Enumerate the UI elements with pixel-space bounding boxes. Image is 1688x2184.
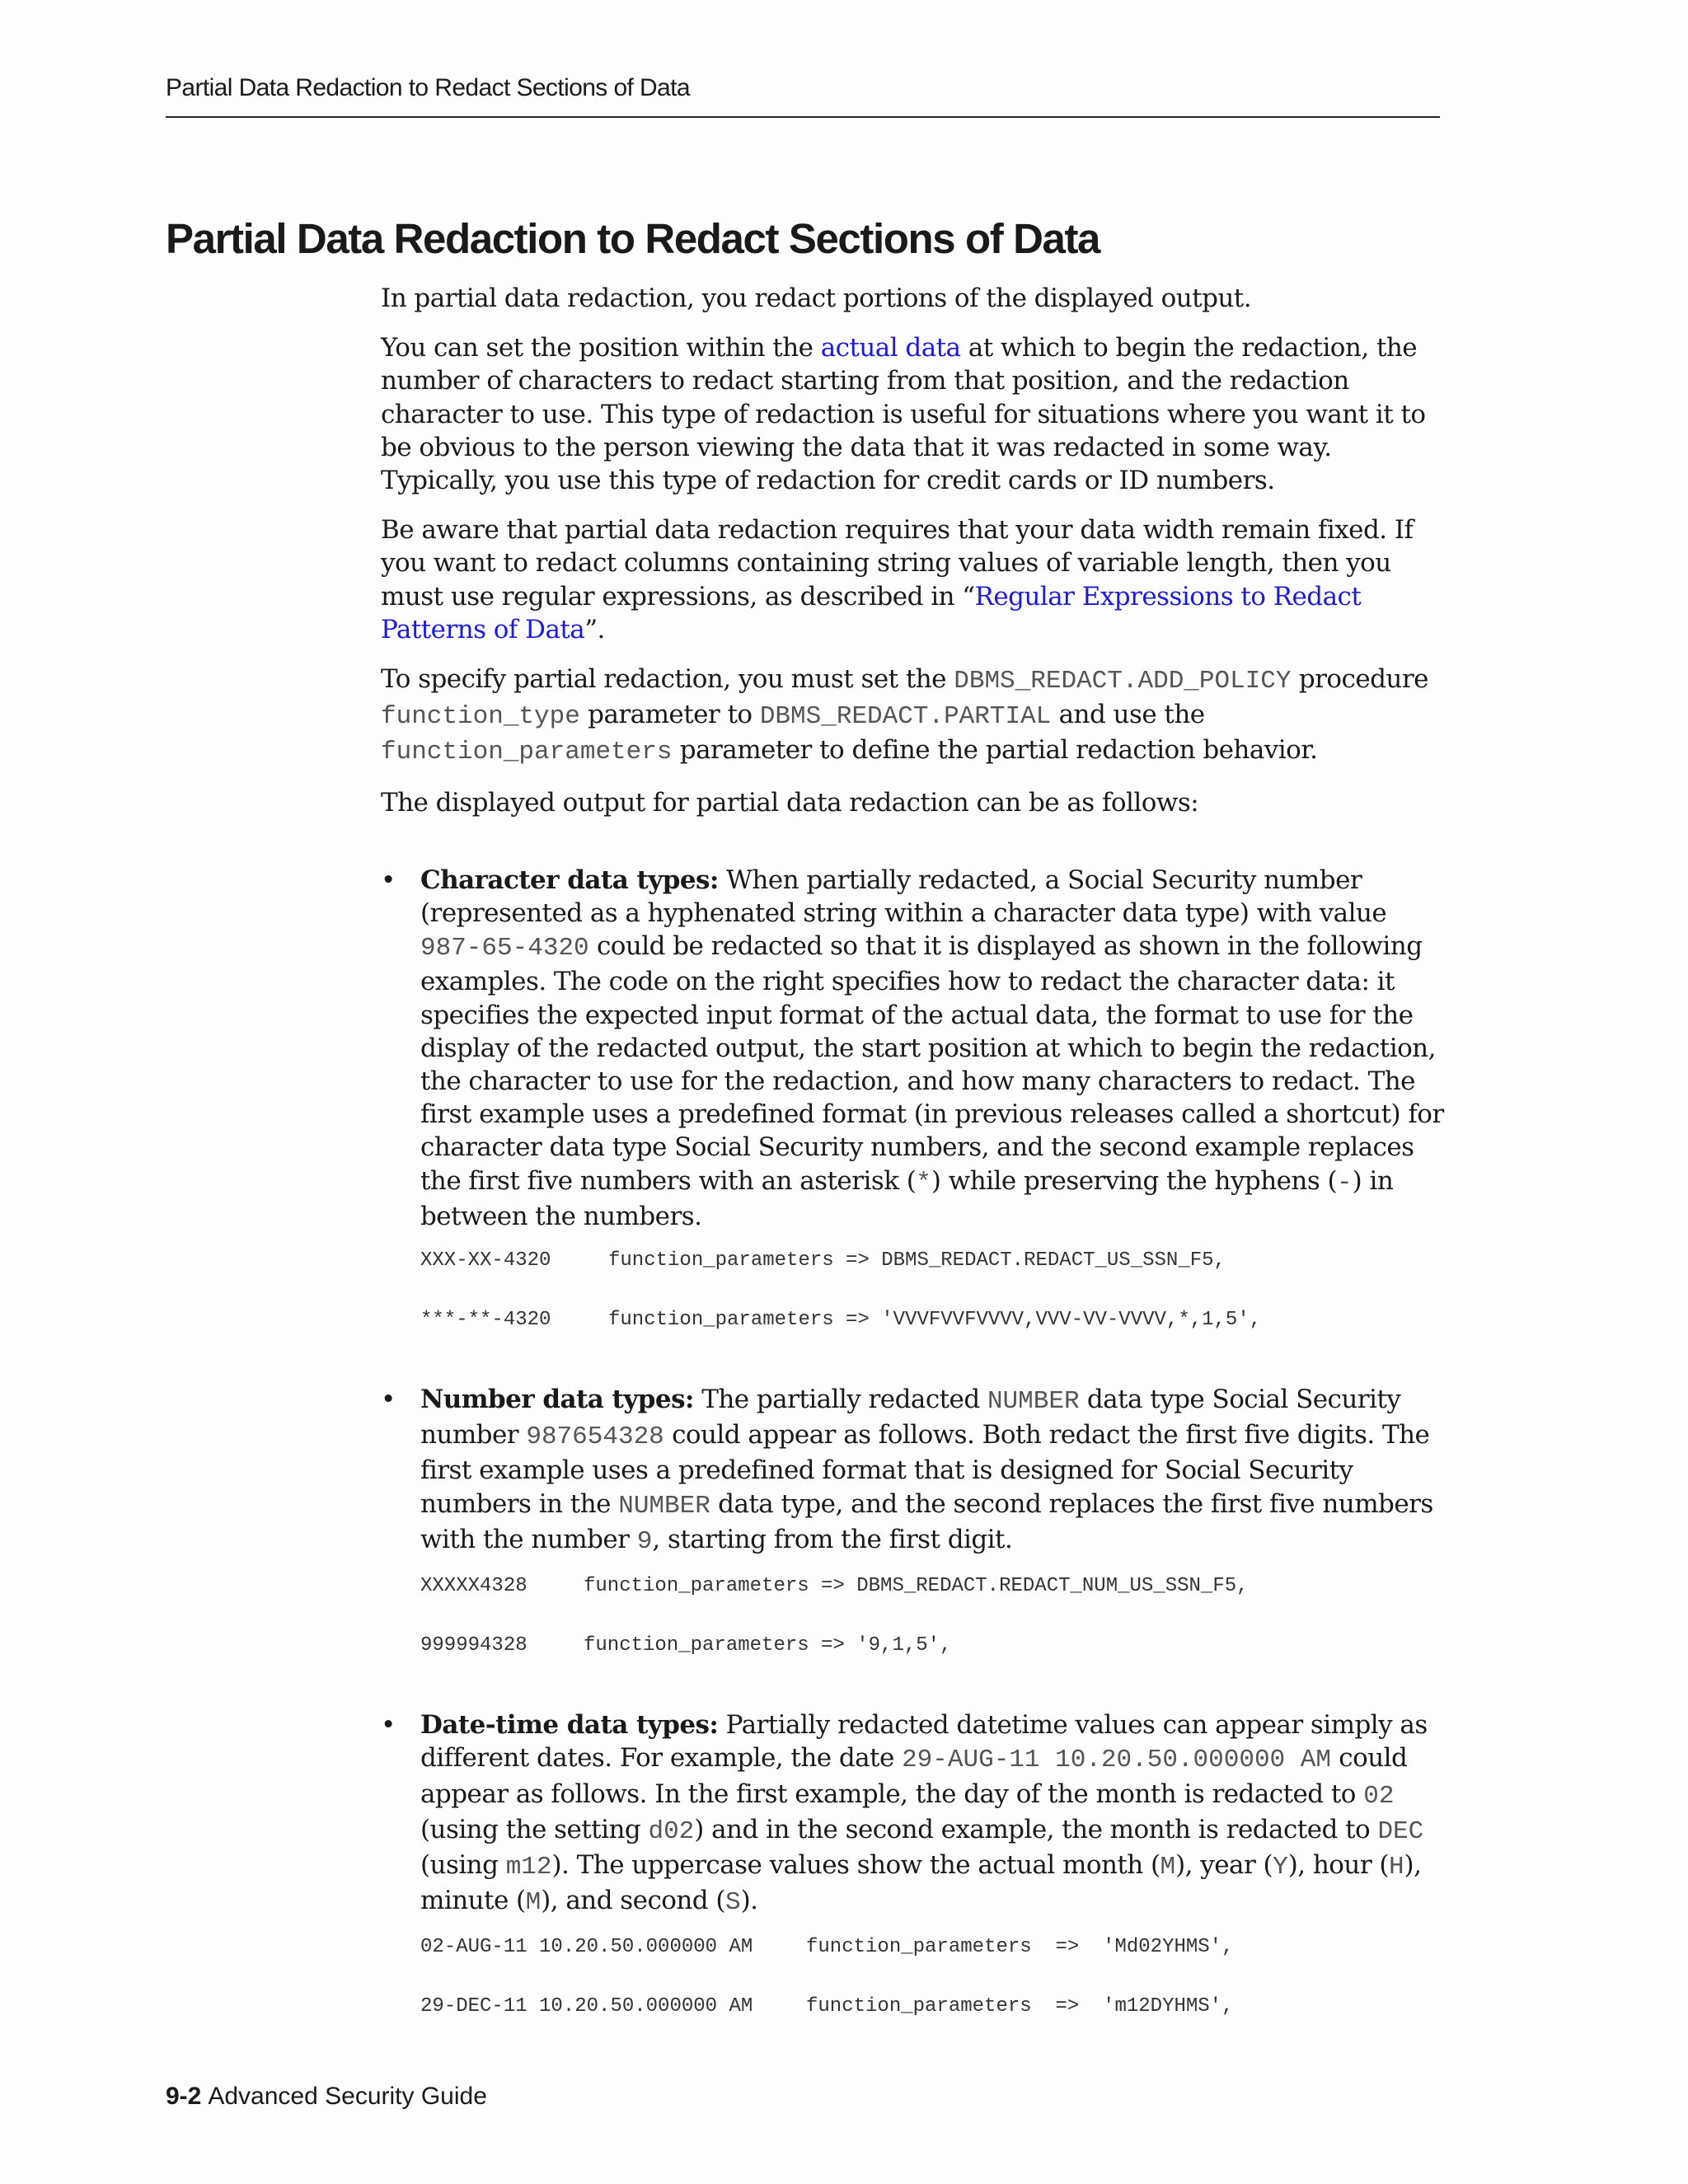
paragraph-text: procedure bbox=[1291, 664, 1428, 695]
redacted-output: 02-AUG-11 10.20.50.000000 AM bbox=[420, 1936, 753, 1959]
code-example-line bbox=[420, 1994, 1448, 2054]
paragraph-text: ”. bbox=[584, 614, 605, 644]
code-example-line bbox=[420, 1935, 1448, 1994]
paragraph-text: Be aware that partial data redaction requires that your data width remain fixed. If you want to redact columns containing string values of variable length, then you must use regular expressions, as described in “ bbox=[381, 515, 1414, 612]
paragraph-text: could be redacted so that it is displayed as shown in the following examples. The code on the right specifies how to redact the character data: it specifies the expected input format of the actual data, the format to use for the display of the redacted output, the start position at which to begin the redaction, the character to use for the redaction, and how many characters to redact. The first example uses a predefined format (in previous releases called a shortcut) for character data type Social Security numbers, and the second example replaces the first five numbers with an asterisk ( bbox=[420, 931, 1444, 1196]
list-item-label: Number data types: bbox=[420, 1385, 694, 1415]
paragraph-text: ), minute ( bbox=[420, 1849, 1422, 1916]
regular-expressions-link[interactable]: Regular Expressions to Redact Patterns of Data bbox=[381, 581, 1362, 644]
inline-code: DEC bbox=[1377, 1816, 1424, 1846]
data-type-list bbox=[381, 864, 1448, 2054]
paragraph-text: ) and in the second example, the month is redacted to bbox=[694, 1814, 1378, 1844]
bullet-marker: • bbox=[381, 865, 396, 895]
function-parameters-code: function_parameters => 'm12DYHMS', bbox=[806, 1995, 1234, 2018]
function-parameters-code: function_parameters => '9,1,5', bbox=[584, 1634, 952, 1657]
code-example-block bbox=[420, 1249, 1448, 1367]
paragraph-text: data type, and the second replaces the first five numbers with the number bbox=[420, 1488, 1433, 1554]
paragraph-width-fixed bbox=[381, 513, 1448, 646]
code-example-line bbox=[420, 1308, 1448, 1367]
inline-code: M bbox=[525, 1888, 542, 1918]
paragraph-text: ) in between the numbers. bbox=[420, 1165, 1394, 1231]
paragraph-text: , starting from the first digit. bbox=[652, 1524, 1013, 1554]
paragraph-text: could appear as follows. Both redact the first five digits. The first example uses a predefined format that is designed for Social Security numbers in the bbox=[420, 1420, 1430, 1519]
inline-code: - bbox=[1337, 1168, 1353, 1197]
paragraph-text: Partially redacted datetime values can appear simply as different dates. For example, the date bbox=[420, 1710, 1428, 1774]
paragraph-text: ), and second ( bbox=[541, 1886, 725, 1916]
paragraph-text: To specify partial redaction, you must set the bbox=[381, 664, 954, 695]
inline-code: DBMS_REDACT.PARTIAL bbox=[759, 702, 1052, 732]
paragraph-displayed-output bbox=[381, 786, 1448, 819]
paragraph-text: ), hour ( bbox=[1287, 1849, 1389, 1880]
inline-code: H bbox=[1388, 1852, 1404, 1882]
paragraph-specify bbox=[381, 663, 1448, 770]
code-example-line bbox=[420, 1633, 1448, 1693]
page-footer bbox=[166, 2083, 487, 2111]
paragraph-text: The partially redacted bbox=[693, 1385, 987, 1415]
redacted-output: 29-DEC-11 10.20.50.000000 AM bbox=[420, 1995, 753, 2018]
paragraph-intro bbox=[381, 282, 1448, 315]
redacted-output: XXXXX4328 bbox=[420, 1575, 528, 1598]
actual-data-link[interactable]: actual data bbox=[820, 333, 961, 363]
function-parameters-code: function_parameters => DBMS_REDACT.REDACT_NUM_US_SSN_F5, bbox=[584, 1575, 1249, 1598]
inline-code: DBMS_REDACT.ADD_POLICY bbox=[954, 667, 1292, 696]
paragraph-text: ). The uppercase values show the actual month ( bbox=[551, 1849, 1160, 1880]
inline-code: M bbox=[1160, 1852, 1176, 1882]
body-column bbox=[381, 282, 1448, 2069]
paragraph-text: (using bbox=[420, 1849, 506, 1880]
inline-code: NUMBER bbox=[987, 1387, 1080, 1417]
header-rule bbox=[166, 116, 1440, 118]
redacted-output: XXX-XX-4320 bbox=[420, 1249, 551, 1272]
running-header: Partial Data Redaction to Redact Sections of Data bbox=[166, 74, 690, 101]
list-item-datetime bbox=[381, 1708, 1448, 2054]
list-item-character bbox=[381, 864, 1448, 1367]
book-title: Advanced Security Guide bbox=[208, 2083, 487, 2110]
paragraph-text: You can set the position within the bbox=[381, 333, 821, 363]
list-item-number bbox=[381, 1383, 1448, 1693]
paragraph-text: parameter to define the partial redaction behavior. bbox=[672, 735, 1318, 766]
inline-code: 02 bbox=[1363, 1781, 1395, 1811]
inline-code: NUMBER bbox=[618, 1491, 710, 1521]
list-item-label: Date-time data types: bbox=[420, 1710, 719, 1741]
inline-code: Y bbox=[1273, 1852, 1288, 1882]
paragraph-text: data type Social Security number bbox=[420, 1385, 1401, 1451]
inline-code: d02 bbox=[648, 1816, 695, 1846]
bullet-marker: • bbox=[381, 1710, 396, 1741]
paragraph-text: and use the bbox=[1051, 700, 1205, 730]
inline-code: 987654328 bbox=[526, 1422, 664, 1452]
paragraph-text: ) while preserving the hyphens ( bbox=[931, 1165, 1338, 1196]
page-number: 9-2 bbox=[166, 2083, 202, 2110]
inline-code: * bbox=[916, 1168, 931, 1197]
inline-code: 9 bbox=[636, 1526, 653, 1556]
paragraph-text: ). bbox=[740, 1886, 758, 1916]
inline-code: function_parameters bbox=[381, 738, 673, 767]
inline-code: 987-65-4320 bbox=[420, 934, 589, 963]
paragraph-text: could appear as follows. In the first example, the day of the month is redacted to bbox=[420, 1743, 1408, 1809]
paragraph-position bbox=[381, 331, 1448, 497]
code-example-block bbox=[420, 1574, 1448, 1693]
list-item-label: Character data types: bbox=[420, 865, 719, 895]
paragraph-text: parameter to bbox=[579, 700, 760, 730]
section-title: Partial Data Redaction to Redact Sections of Data bbox=[166, 215, 1100, 262]
paragraph-text: (using the setting bbox=[420, 1814, 649, 1844]
function-parameters-code: function_parameters => DBMS_REDACT.REDACT_US_SSN_F5, bbox=[608, 1249, 1226, 1272]
inline-code: function_type bbox=[381, 702, 580, 732]
bullet-marker: • bbox=[381, 1385, 396, 1415]
paragraph-text: In partial data redaction, you redact portions of the displayed output. bbox=[381, 284, 1252, 313]
code-example-line bbox=[420, 1249, 1448, 1308]
inline-code: S bbox=[724, 1888, 741, 1918]
function-parameters-code: function_parameters => 'Md02YHMS', bbox=[806, 1936, 1234, 1959]
code-example-line bbox=[420, 1574, 1448, 1633]
function-parameters-code: function_parameters => 'VVVFVVFVVVV,VVV-VV-VVVV,*,1,5', bbox=[608, 1309, 1262, 1332]
paragraph-text: at which to begin the redaction, the number of characters to redact starting from that position, and the redaction character to use. This type of redaction is useful for situations where you want it to be obvious to the person viewing the data that it was redacted in some way. Typically, you use this type of redaction for credit cards or ID numbers. bbox=[381, 333, 1426, 496]
inline-code: 29-AUG-11 10.20.50.000000 AM bbox=[902, 1746, 1331, 1775]
paragraph-text: The displayed output for partial data redaction can be as follows: bbox=[381, 787, 1199, 818]
redacted-output: 999994328 bbox=[420, 1634, 528, 1657]
paragraph-text: When partially redacted, a Social Security number (represented as a hyphenated string within a character data type) with value bbox=[420, 865, 1387, 929]
paragraph-text: ), year ( bbox=[1175, 1849, 1273, 1880]
redacted-output: ***-**-4320 bbox=[420, 1309, 551, 1332]
inline-code: m12 bbox=[505, 1852, 552, 1882]
code-example-block bbox=[420, 1935, 1448, 2054]
